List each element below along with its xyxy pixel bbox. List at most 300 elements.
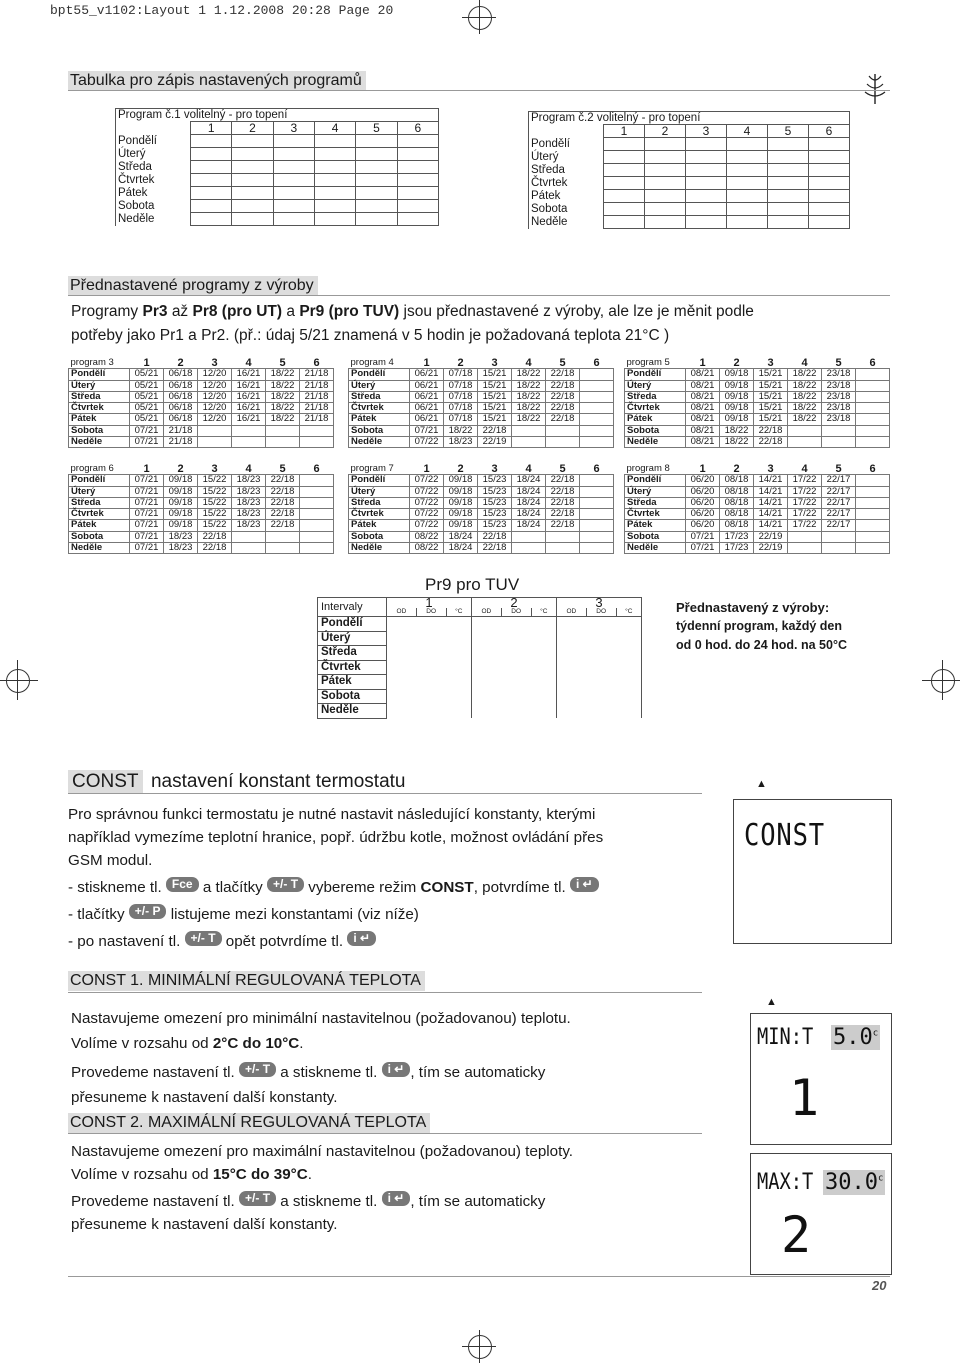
schedule-cell: 08/18	[720, 497, 754, 508]
program-table-cell	[397, 187, 438, 200]
schedule-cell: 06/20	[686, 497, 720, 508]
schedule-cell: 22/18	[266, 509, 300, 520]
program-table-cell	[726, 190, 767, 203]
schedule-col: 6	[580, 464, 614, 475]
tuv-cell	[531, 617, 556, 632]
schedule-cell: 22/18	[266, 486, 300, 497]
program-table-day: Úterý	[116, 148, 191, 161]
program-table-cell	[191, 148, 232, 161]
tuv-cell	[387, 646, 417, 661]
schedule-cell	[300, 509, 334, 520]
tuv-cell	[616, 646, 641, 661]
step-text: opět potvrdíme tl.	[225, 933, 344, 950]
const1-line	[71, 1060, 571, 1085]
const2-line	[71, 1163, 573, 1186]
lcd-const1-unit: c	[872, 1028, 879, 1039]
schedule-cell	[580, 486, 614, 497]
program-table-day: Středa	[116, 161, 191, 174]
program-table-cell	[767, 216, 808, 229]
schedule-day: Pátek	[349, 414, 410, 425]
schedule-day: Pátek	[625, 414, 686, 425]
const-badge: CONST	[68, 770, 143, 794]
schedule-cell: 08/21	[686, 437, 720, 448]
tuv-note-line: Přednastavený z výroby:	[676, 600, 830, 615]
tuv-cell	[531, 646, 556, 661]
schedule-cell	[512, 425, 546, 436]
lcd-const1-label: MIN:T	[757, 1025, 814, 1050]
tuv-day: Pátek	[318, 675, 387, 690]
schedule-cell: 18/23	[232, 497, 266, 508]
schedule-cell	[512, 437, 546, 448]
schedule-cell: 07/21	[130, 531, 164, 542]
tuv-cell	[446, 689, 471, 704]
schedule-cell	[856, 531, 890, 542]
schedule-day: Čtvrtek	[625, 509, 686, 520]
tuv-cell	[446, 646, 471, 661]
schedule-name: program 4	[349, 358, 410, 369]
tuv-cell	[556, 617, 586, 632]
program-table-cell	[397, 213, 438, 226]
schedule-cell: 23/18	[822, 369, 856, 380]
schedule-cell: 06/20	[686, 520, 720, 531]
schedule-cell: 15/21	[478, 414, 512, 425]
schedule-cell	[266, 543, 300, 554]
schedule-table	[68, 464, 334, 554]
program-table-cell	[685, 216, 726, 229]
schedule-cell: 18/23	[232, 475, 266, 486]
program-table-cell	[191, 135, 232, 148]
schedule-cell: 09/18	[444, 486, 478, 497]
schedule-cell: 23/18	[822, 403, 856, 414]
program-table-cell	[273, 148, 314, 161]
schedule-day: Neděle	[69, 543, 130, 554]
program-table-cell	[191, 174, 232, 187]
program-table	[528, 111, 850, 229]
schedule-cell: 06/18	[164, 369, 198, 380]
schedule-cell: 06/21	[410, 369, 444, 380]
schedule-cell: 07/22	[410, 509, 444, 520]
schedule-day: Sobota	[349, 425, 410, 436]
section-title-programs-record: Tabulka pro zápis nastavených programů	[68, 71, 366, 91]
const1-title: CONST 1. MINIMÁLNÍ REGULOVANÁ TEPLOTA	[68, 971, 425, 991]
schedule-cell: 15/22	[198, 509, 232, 520]
schedule-day: Úterý	[69, 486, 130, 497]
schedule-day: Pátek	[625, 520, 686, 531]
tuv-cell	[387, 660, 417, 675]
schedule-cell: 22/18	[546, 520, 580, 531]
plus-minus-t-button: +/- T	[239, 1062, 276, 1077]
program-table-day: Úterý	[529, 151, 604, 164]
schedule-day: Neděle	[349, 543, 410, 554]
schedule-name: program 5	[625, 358, 686, 369]
schedule-cell: 07/18	[444, 369, 478, 380]
const1-text	[71, 1006, 571, 1110]
schedule-col: 1	[130, 358, 164, 369]
tuv-cell	[556, 704, 586, 719]
program-table-cell	[808, 190, 849, 203]
schedule-cell: 18/24	[512, 486, 546, 497]
program-table-cell	[808, 177, 849, 190]
schedule-cell: 06/18	[164, 414, 198, 425]
schedule-cell: 16/21	[232, 391, 266, 402]
const1-range: 2°C do 10°C	[212, 1035, 300, 1052]
pr8-label: Pr8 (pro UT)	[192, 303, 283, 320]
plus-minus-t-button: +/- T	[267, 877, 304, 892]
schedule-cell	[822, 437, 856, 448]
tuv-cell	[501, 617, 531, 632]
tuv-cell	[501, 646, 531, 661]
schedule-cell	[580, 414, 614, 425]
tuv-cell	[556, 646, 586, 661]
schedule-col: 2	[720, 358, 754, 369]
program-table-cell	[644, 151, 685, 164]
schedule-col: 5	[546, 464, 580, 475]
tuv-cell	[416, 617, 446, 632]
schedule-cell	[856, 543, 890, 554]
tuv-cell	[387, 675, 417, 690]
program-table-cell	[726, 203, 767, 216]
schedule-cell: 07/21	[130, 509, 164, 520]
schedule-day: Neděle	[69, 437, 130, 448]
program-table-cell	[767, 164, 808, 177]
program-table	[115, 108, 439, 226]
schedule-cell	[856, 475, 890, 486]
program-table-cell	[191, 187, 232, 200]
tuv-cell	[501, 704, 531, 719]
schedule-cell: 15/23	[478, 475, 512, 486]
schedule-cell: 15/21	[754, 403, 788, 414]
schedule-day: Neděle	[625, 543, 686, 554]
schedule-cell	[788, 437, 822, 448]
schedule-cell: 15/21	[478, 391, 512, 402]
schedule-day: Čtvrtek	[69, 509, 130, 520]
plus-minus-p-button: +/- P	[129, 904, 167, 919]
schedule-day: Středa	[349, 391, 410, 402]
const2-step-text: , tím se automaticky	[410, 1193, 546, 1210]
tuv-sub-head: OD	[387, 608, 417, 617]
schedule-cell: 15/21	[754, 391, 788, 402]
schedule-cell: 17/23	[720, 543, 754, 554]
tuv-day: Sobota	[318, 689, 387, 704]
schedule-col: 5	[266, 464, 300, 475]
schedule-cell: 22/17	[822, 520, 856, 531]
tuv-cell	[586, 660, 616, 675]
schedule-cell: 16/21	[232, 403, 266, 414]
schedule-cell	[546, 543, 580, 554]
schedule-table	[348, 464, 614, 554]
tuv-cell	[501, 689, 531, 704]
schedule-cell: 16/21	[232, 380, 266, 391]
tuv-cell	[471, 646, 501, 661]
schedule-col: 6	[300, 464, 334, 475]
schedule-day: Sobota	[69, 425, 130, 436]
preset-intro-text: až	[171, 303, 189, 320]
schedule-cell: 18/22	[788, 414, 822, 425]
schedule-cell	[300, 497, 334, 508]
schedule-day: Čtvrtek	[349, 403, 410, 414]
schedule-cell: 07/21	[686, 543, 720, 554]
schedule-cell: 17/23	[720, 531, 754, 542]
schedule-cell: 22/18	[478, 531, 512, 542]
tuv-cell	[387, 631, 417, 646]
schedule-cell	[300, 531, 334, 542]
pr3-label: Pr3	[142, 303, 168, 320]
tuv-cell	[446, 660, 471, 675]
tuv-cell	[416, 660, 446, 675]
ok-button: i ↵	[347, 931, 376, 946]
schedule-cell	[822, 543, 856, 554]
schedule-cell: 22/19	[754, 543, 788, 554]
program-table-cell	[314, 187, 355, 200]
schedule-day: Čtvrtek	[349, 509, 410, 520]
schedule-cell	[232, 543, 266, 554]
step-text: - po nastavení tl.	[68, 933, 181, 950]
schedule-cell: 22/18	[266, 497, 300, 508]
schedule-cell: 07/21	[686, 531, 720, 542]
schedule-cell: 22/18	[478, 543, 512, 554]
schedule-cell: 17/22	[788, 509, 822, 520]
schedule-cell: 22/17	[822, 486, 856, 497]
schedule-cell: 09/18	[164, 497, 198, 508]
schedule-day: Úterý	[625, 380, 686, 391]
tuv-cell	[531, 631, 556, 646]
program-table-cell	[604, 138, 645, 151]
schedule-cell: 18/22	[266, 391, 300, 402]
const-intro	[68, 803, 728, 872]
schedule-col: 3	[198, 464, 232, 475]
schedule-cell: 18/22	[788, 380, 822, 391]
schedule-cell	[266, 425, 300, 436]
schedule-cell: 21/18	[300, 380, 334, 391]
tuv-intervals-label: Intervaly	[318, 598, 387, 617]
schedule-cell	[580, 475, 614, 486]
schedule-col: 1	[686, 464, 720, 475]
program-table-cell	[604, 177, 645, 190]
schedule-cell: 08/21	[686, 403, 720, 414]
schedule-cell: 22/18	[198, 543, 232, 554]
program-table-cell	[644, 203, 685, 216]
arrow-up-icon: ▲	[766, 996, 777, 1008]
schedule-cell: 22/18	[546, 391, 580, 402]
schedule-cell: 08/21	[686, 391, 720, 402]
schedule-cell: 06/21	[410, 414, 444, 425]
tuv-cell	[531, 689, 556, 704]
schedule-day: Úterý	[625, 486, 686, 497]
tuv-cell	[471, 689, 501, 704]
program-table-cell	[604, 190, 645, 203]
program-table-col: 2	[644, 125, 685, 138]
schedule-cell: 07/22	[410, 497, 444, 508]
schedule-cell: 22/17	[822, 497, 856, 508]
schedule-col: 2	[720, 464, 754, 475]
schedule-cell: 07/21	[130, 486, 164, 497]
schedule-cell: 07/22	[410, 520, 444, 531]
schedule-cell: 22/18	[546, 509, 580, 520]
program-table-cell	[767, 190, 808, 203]
schedule-cell: 07/18	[444, 391, 478, 402]
schedule-col: 6	[300, 358, 334, 369]
schedule-cell: 07/22	[410, 475, 444, 486]
schedule-cell: 07/22	[410, 486, 444, 497]
const-intro-line: GSM modul.	[68, 852, 153, 869]
program-table-cell	[808, 164, 849, 177]
tuv-cell	[586, 646, 616, 661]
tuv-sub-head: DO	[501, 608, 531, 617]
schedule-cell: 21/18	[164, 437, 198, 448]
schedule-cell: 12/20	[198, 369, 232, 380]
schedule-cell	[546, 425, 580, 436]
tuv-cell	[416, 675, 446, 690]
section-rule	[68, 295, 890, 296]
schedule-cell: 23/18	[822, 414, 856, 425]
preset-intro-text: potřeby jako Pr1 a Pr2. (př.: údaj 5/21 znamená v 5 hodin je požadovaná teplota 21°C )	[71, 327, 670, 344]
schedule-day: Sobota	[625, 425, 686, 436]
schedule-col: 4	[512, 358, 546, 369]
const-step-1	[68, 877, 599, 899]
tuv-cell	[387, 689, 417, 704]
schedule-cell: 12/20	[198, 380, 232, 391]
schedule-cell: 22/18	[754, 425, 788, 436]
schedule-cell: 18/23	[444, 437, 478, 448]
schedule-day: Čtvrtek	[69, 403, 130, 414]
schedule-cell: 15/23	[478, 520, 512, 531]
tuv-cell	[586, 631, 616, 646]
tuv-cell	[387, 617, 417, 632]
footer-rule	[68, 1276, 890, 1277]
schedule-cell: 15/21	[754, 369, 788, 380]
schedule-name: program 8	[625, 464, 686, 475]
schedule-cell: 18/22	[512, 369, 546, 380]
schedule-cell	[580, 520, 614, 531]
const1-line: přesuneme k nastavení další konstanty.	[71, 1089, 338, 1106]
tuv-cell	[416, 646, 446, 661]
tuv-day: Pondělí	[318, 617, 387, 632]
program-table-cell	[767, 151, 808, 164]
program-table-cell	[314, 174, 355, 187]
schedule-cell	[580, 403, 614, 414]
const-intro-line: Pro správnou funkci termostatu je nutné nastavit následující konstanty, kterými	[68, 806, 596, 823]
schedule-cell: 23/18	[822, 391, 856, 402]
tuv-sub-head: OD	[471, 608, 501, 617]
schedule-cell	[300, 437, 334, 448]
program-table-col: 2	[232, 122, 273, 135]
schedule-cell: 08/18	[720, 475, 754, 486]
schedule-cell: 18/22	[512, 380, 546, 391]
schedule-col: 1	[410, 464, 444, 475]
program-table-cell	[767, 203, 808, 216]
program-table-cell	[726, 151, 767, 164]
const1-line: Nastavujeme omezení pro minimální nastavitelnou (požadovanou) teplotu.	[71, 1010, 571, 1027]
schedule-cell: 18/24	[512, 509, 546, 520]
program-table-cell	[685, 177, 726, 190]
program-table-cell	[273, 174, 314, 187]
fce-button: Fce	[166, 877, 199, 892]
schedule-day: Sobota	[625, 531, 686, 542]
program-table-col: 6	[397, 122, 438, 135]
tuv-interval-num: 2	[471, 598, 556, 609]
program-table-cell	[685, 151, 726, 164]
lcd-const2-value-num: 30.0	[825, 1170, 878, 1195]
schedule-cell: 17/22	[788, 486, 822, 497]
schedule-col: 4	[512, 464, 546, 475]
schedule-cell: 15/21	[478, 403, 512, 414]
program-table-cell	[685, 138, 726, 151]
schedule-cell	[822, 425, 856, 436]
schedule-col: 1	[686, 358, 720, 369]
schedule-day: Úterý	[69, 380, 130, 391]
tuv-cell	[471, 617, 501, 632]
schedule-cell: 06/18	[164, 380, 198, 391]
schedule-cell	[580, 380, 614, 391]
program-table-cell	[808, 151, 849, 164]
program-table-col: 6	[808, 125, 849, 138]
program-table-day: Sobota	[529, 203, 604, 216]
program-table-cell	[191, 161, 232, 174]
lcd-const2-value	[823, 1170, 885, 1195]
schedule-cell: 09/18	[720, 414, 754, 425]
schedule-cell: 07/21	[410, 425, 444, 436]
schedule-cell	[580, 543, 614, 554]
schedule-cell: 09/18	[444, 509, 478, 520]
program-table-cell	[356, 187, 397, 200]
tuv-note	[676, 598, 847, 655]
schedule-cell: 22/18	[546, 486, 580, 497]
schedule-cell: 17/22	[788, 520, 822, 531]
program-table-cell	[273, 200, 314, 213]
schedule-cell: 07/18	[444, 403, 478, 414]
schedule-cell	[266, 531, 300, 542]
schedule-col: 3	[754, 464, 788, 475]
schedule-cell: 14/21	[754, 509, 788, 520]
tuv-cell	[531, 675, 556, 690]
schedule-col: 4	[788, 464, 822, 475]
schedule-cell: 22/19	[478, 437, 512, 448]
program-table-cell	[314, 135, 355, 148]
program-table-corner	[529, 125, 604, 138]
schedule-col: 6	[856, 464, 890, 475]
lcd-const1	[750, 1013, 892, 1145]
const1-step-text: , tím se automaticky	[410, 1064, 546, 1081]
lcd-const-text: CONST	[744, 818, 826, 853]
program-table-cell	[191, 213, 232, 226]
schedule-col: 5	[822, 464, 856, 475]
schedule-cell: 08/22	[410, 543, 444, 554]
schedule-cell	[266, 437, 300, 448]
schedule-day: Středa	[69, 497, 130, 508]
tuv-cell	[446, 617, 471, 632]
tuv-interval-num: 3	[556, 598, 641, 609]
lcd-const1-value-num: 5.0	[833, 1025, 873, 1050]
program-table-cell	[397, 135, 438, 148]
lcd-const1-number: 1	[789, 1069, 820, 1127]
schedule-col: 3	[478, 358, 512, 369]
program-table-day: Sobota	[116, 200, 191, 213]
schedule-cell	[512, 543, 546, 554]
schedule-cell	[198, 425, 232, 436]
schedule-cell: 22/18	[754, 437, 788, 448]
program-table-cell	[356, 135, 397, 148]
schedule-cell	[856, 414, 890, 425]
schedule-cell: 22/18	[478, 425, 512, 436]
program-table-cell	[685, 164, 726, 177]
program-table-cell	[273, 213, 314, 226]
preset-intro-text: a	[286, 303, 295, 320]
schedule-cell: 06/20	[686, 509, 720, 520]
schedule-cell: 07/21	[130, 475, 164, 486]
tuv-sub-head: °C	[616, 608, 641, 617]
const1-range-text: Volíme v rozsahu od	[71, 1035, 209, 1052]
program-table-cell	[685, 203, 726, 216]
